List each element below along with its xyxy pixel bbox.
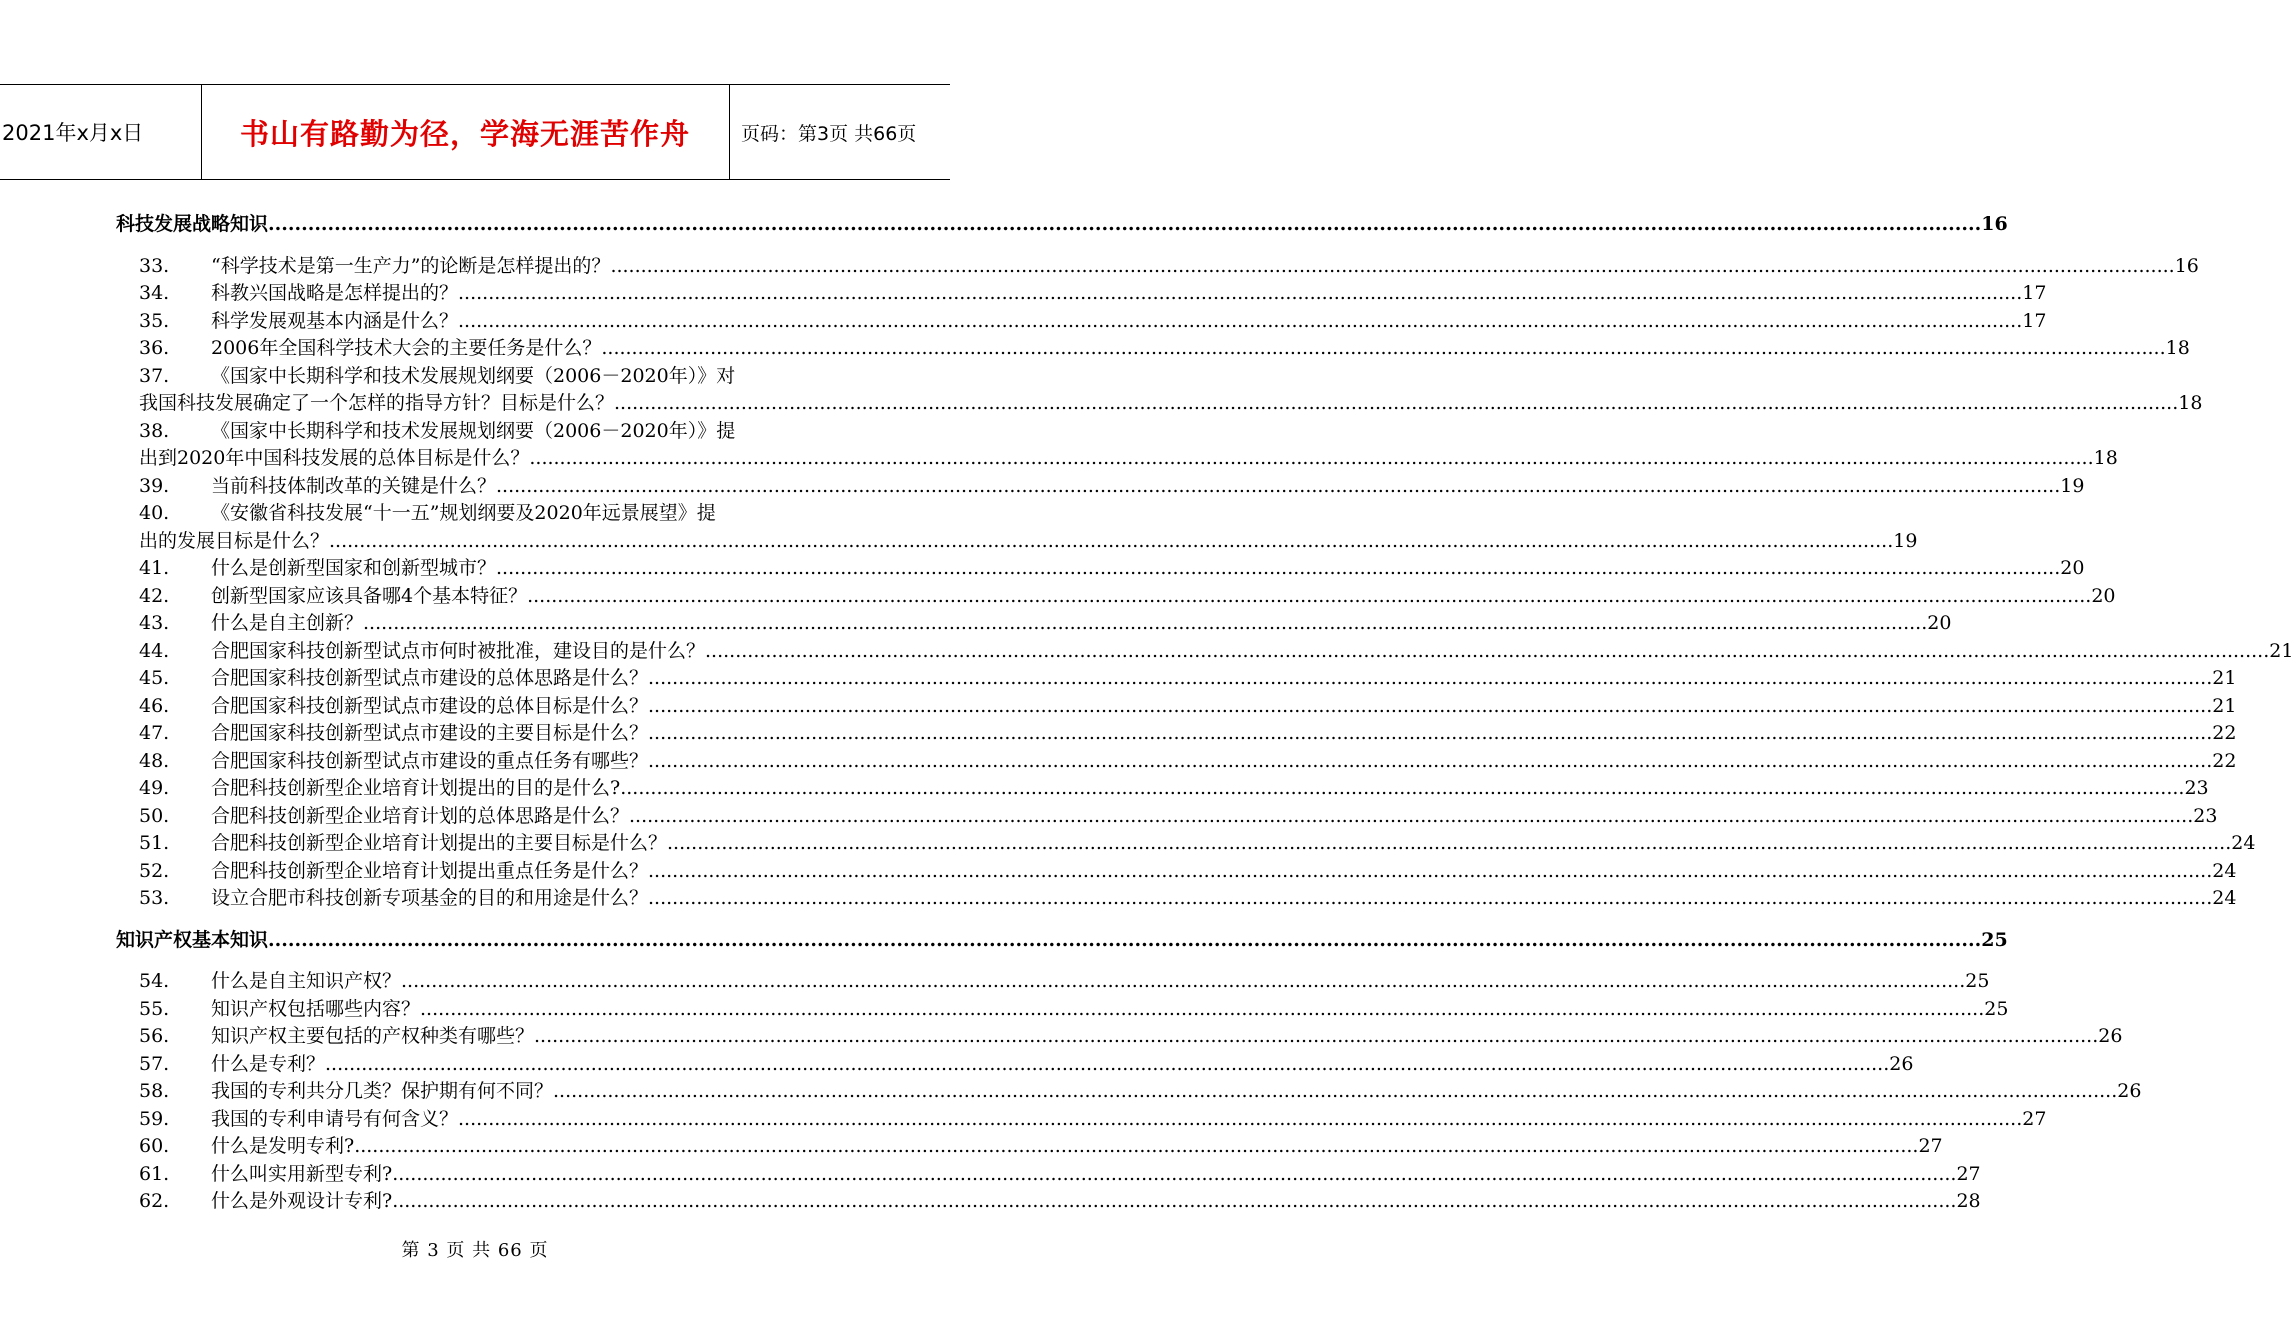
toc-leader <box>527 583 2091 609</box>
toc-entry[interactable] <box>139 665 2237 691</box>
toc-leader <box>496 473 2060 499</box>
toc-entry-page: 26 <box>2098 1025 2123 1047</box>
toc-entry[interactable] <box>139 830 2256 856</box>
toc-leader <box>496 555 2060 581</box>
toc-entry-page: 18 <box>2178 392 2203 414</box>
toc-entry-page: 25 <box>1965 970 1990 992</box>
toc-entry-text: 什么是自主创新？ <box>211 612 364 634</box>
toc-entry-number: 61. <box>139 1163 170 1185</box>
toc-entry-text: “科学技术是第一生产力”的论断是怎样提出的？ <box>211 255 611 277</box>
toc-entry-page: 24 <box>2212 887 2237 909</box>
toc-entry-page: 21 <box>2269 640 2293 662</box>
toc-entry[interactable] <box>139 583 2116 609</box>
toc-entry-number: 48. <box>139 750 170 772</box>
toc-entry-page: 28 <box>1956 1190 1981 1212</box>
toc-entry-text-cont: 出的发展目标是什么？ <box>139 530 330 552</box>
page-footer: 第 3 页 共 66 页 <box>401 1240 549 1261</box>
toc-leader <box>354 1133 1918 1159</box>
toc-leader <box>325 1051 1889 1077</box>
header-page-info: 页码：第3页 共66页 <box>741 122 917 145</box>
toc-entry[interactable] <box>139 1078 2142 1104</box>
toc-entry-text: 科学发展观基本内涵是什么？ <box>211 310 459 332</box>
toc-leader <box>458 308 2022 334</box>
toc-entry-continuation[interactable] <box>139 390 2203 416</box>
toc-leader <box>529 445 2093 471</box>
toc-entry-page: 27 <box>1956 1163 1981 1185</box>
toc-section-page: 25 <box>1981 929 2008 951</box>
toc-entry-text: 当前科技体制改革的关键是什么？ <box>211 475 497 497</box>
toc-entry-page: 27 <box>1918 1135 1943 1157</box>
toc-entry[interactable] <box>139 363 834 389</box>
toc-leader <box>268 211 1981 237</box>
toc-entry-number: 46. <box>139 695 170 717</box>
toc-entry-number: 42. <box>139 585 170 607</box>
toc-entry-continuation[interactable] <box>139 528 1918 554</box>
toc-entry-number: 51. <box>139 832 170 854</box>
toc-entry-text: 合肥科技创新型企业培育计划提出重点任务是什么？ <box>211 860 649 882</box>
toc-leader <box>392 1161 1956 1187</box>
toc-entry-page: 16 <box>2174 255 2199 277</box>
toc-entry[interactable] <box>139 253 2199 279</box>
toc-entry-page: 24 <box>2231 832 2256 854</box>
toc-entry-text: 合肥科技创新型企业培育计划提出的目的是什么? <box>211 777 621 799</box>
toc-entry[interactable] <box>139 1188 1981 1214</box>
toc-entry-number: 54. <box>139 970 170 992</box>
toc-entry-number: 43. <box>139 612 170 634</box>
toc-leader <box>620 775 2184 801</box>
toc-entry[interactable] <box>139 1133 1943 1159</box>
toc-leader <box>629 803 2193 829</box>
toc-entry-number: 33. <box>139 255 170 277</box>
toc-leader <box>601 335 2165 361</box>
toc-entry-page: 22 <box>2212 722 2237 744</box>
toc-entry-page: 24 <box>2212 860 2237 882</box>
toc-section-heading[interactable] <box>116 211 2008 237</box>
toc-entry-text: 合肥国家科技创新型试点市建设的总体目标是什么？ <box>211 695 649 717</box>
toc-entry-number: 52. <box>139 860 170 882</box>
toc-entry-number: 55. <box>139 998 170 1020</box>
header-divider-right <box>729 84 730 180</box>
toc-entry-number: 41. <box>139 557 170 579</box>
toc-leader <box>648 858 2212 884</box>
toc-entry-number: 60. <box>139 1135 170 1157</box>
toc-entry-text: 合肥科技创新型企业培育计划提出的主要目标是什么？ <box>211 832 668 854</box>
toc-entry-number: 45. <box>139 667 170 689</box>
toc-entry-text: 《安徽省科技发展“十一五”规划纲要及2020年远景展望》提 <box>211 502 716 524</box>
toc-entry-page: 23 <box>2184 777 2209 799</box>
toc-entry-page: 21 <box>2212 695 2237 717</box>
toc-entry-text: 知识产权包括哪些内容？ <box>211 998 421 1020</box>
toc-leader <box>458 280 2022 306</box>
toc-leader <box>401 968 1965 994</box>
toc-entry-page: 20 <box>2091 585 2116 607</box>
toc-leader <box>534 1023 2098 1049</box>
toc-entry[interactable] <box>139 996 2009 1022</box>
toc-leader <box>648 665 2212 691</box>
toc-entry-text: 知识产权主要包括的产权种类有哪些？ <box>211 1025 535 1047</box>
toc-entry[interactable] <box>139 280 2047 306</box>
toc-entry-page: 20 <box>2060 557 2085 579</box>
toc-entry-text: 我国的专利共分几类？保护期有何不同？ <box>211 1080 554 1102</box>
toc-entry-page: 22 <box>2212 750 2237 772</box>
toc-entry-text: 《国家中长期科学和技术发展规划纲要（2006－2020年）》提 <box>211 420 736 442</box>
toc-leader <box>705 638 2269 664</box>
toc-entry-text: 2006年全国科学技术大会的主要任务是什么？ <box>211 337 602 359</box>
toc-entry[interactable] <box>139 555 2085 581</box>
toc-leader <box>392 1188 1956 1214</box>
toc-entry-text: 合肥国家科技创新型试点市何时被批准，建设目的是什么？ <box>211 640 706 662</box>
toc-entry-text: 什么叫实用新型专利? <box>211 1163 393 1185</box>
toc-entry-text: 什么是发明专利? <box>211 1135 355 1157</box>
toc-entry-page: 23 <box>2193 805 2218 827</box>
toc-entry-page: 18 <box>2165 337 2190 359</box>
toc-section-heading[interactable] <box>116 927 2008 953</box>
toc-entry-text: 合肥科技创新型企业培育计划的总体思路是什么？ <box>211 805 630 827</box>
toc-entry[interactable] <box>139 885 2237 911</box>
toc-entry-page: 27 <box>2022 1108 2047 1130</box>
toc-entry-page: 26 <box>2117 1080 2142 1102</box>
header-motto: 书山有路勤为径，学海无涯苦作舟 <box>239 116 690 151</box>
toc-entry[interactable] <box>139 638 2293 664</box>
toc-entry-text: 合肥国家科技创新型试点市建设的总体思路是什么？ <box>211 667 649 689</box>
toc-entry[interactable] <box>139 1106 2047 1132</box>
toc-section-title: 知识产权基本知识 <box>116 929 269 951</box>
toc-entry-text: 什么是创新型国家和创新型城市？ <box>211 557 497 579</box>
toc-entry-page: 17 <box>2022 282 2047 304</box>
toc-entry-text: 合肥国家科技创新型试点市建设的主要目标是什么？ <box>211 722 649 744</box>
toc-entry-number: 40. <box>139 502 170 524</box>
toc-entry[interactable] <box>139 858 2237 884</box>
toc-leader <box>610 253 2174 279</box>
toc-leader <box>648 693 2212 719</box>
toc-entry-number: 50. <box>139 805 170 827</box>
toc-entry-number: 58. <box>139 1080 170 1102</box>
toc-entry[interactable] <box>139 775 2209 801</box>
toc-entry[interactable] <box>139 748 2237 774</box>
toc-entry-number: 34. <box>139 282 170 304</box>
toc-entry[interactable] <box>139 418 834 444</box>
toc-entry-page: 21 <box>2212 667 2237 689</box>
toc-entry[interactable] <box>139 1023 2123 1049</box>
toc-section-title: 科技发展战略知识 <box>116 213 269 235</box>
toc-leader <box>420 996 1984 1022</box>
toc-leader <box>458 1106 2022 1132</box>
toc-entry-text: 什么是自主知识产权？ <box>211 970 402 992</box>
toc-entry-number: 59. <box>139 1108 170 1130</box>
toc-entry-text-cont: 我国科技发展确定了一个怎样的指导方针？目标是什么？ <box>139 392 615 414</box>
toc-leader <box>614 390 2178 416</box>
toc-entry-page: 26 <box>1889 1053 1914 1075</box>
toc-leader <box>648 748 2212 774</box>
toc-entry-continuation[interactable] <box>139 445 2118 471</box>
header-date: 2021年x月x日 <box>2 121 144 145</box>
toc-entry-number: 39. <box>139 475 170 497</box>
toc-entry-number: 49. <box>139 777 170 799</box>
toc-leader <box>648 885 2212 911</box>
toc-entry-page: 19 <box>2060 475 2085 497</box>
toc-entry-number: 44. <box>139 640 170 662</box>
toc-entry-page: 20 <box>1927 612 1952 634</box>
toc-entry[interactable] <box>139 473 2085 499</box>
toc-leader <box>553 1078 2117 1104</box>
toc-entry-text: 科教兴国战略是怎样提出的？ <box>211 282 459 304</box>
toc-entry[interactable] <box>139 968 1990 994</box>
toc-entry-number: 35. <box>139 310 170 332</box>
toc-section-page: 16 <box>1981 213 2008 235</box>
toc-entry[interactable] <box>139 803 2218 829</box>
toc-leader <box>648 720 2212 746</box>
toc-entry[interactable] <box>139 308 2047 334</box>
toc-entry-number: 56. <box>139 1025 170 1047</box>
toc-entry[interactable] <box>139 610 1952 636</box>
toc-entry-page: 17 <box>2022 310 2047 332</box>
toc-entry-text: 创新型国家应该具备哪4个基本特征？ <box>211 585 528 607</box>
toc-entry-text: 什么是专利？ <box>211 1053 326 1075</box>
toc-entry-page: 19 <box>1893 530 1918 552</box>
toc-entry[interactable] <box>139 335 2190 361</box>
toc-entry-text: 什么是外观设计专利? <box>211 1190 393 1212</box>
toc-entry-number: 36. <box>139 337 170 359</box>
toc-leader <box>268 927 1981 953</box>
toc-leader <box>363 610 1927 636</box>
toc-leader <box>329 528 1893 554</box>
toc-entry-number: 57. <box>139 1053 170 1075</box>
toc-entry-number: 37. <box>139 365 170 387</box>
toc-entry-number: 47. <box>139 722 170 744</box>
toc-entry-text: 《国家中长期科学和技术发展规划纲要（2006－2020年）》对 <box>211 365 736 387</box>
toc-entry[interactable] <box>139 693 2237 719</box>
toc-entry[interactable] <box>139 500 834 526</box>
toc-entry-text: 合肥国家科技创新型试点市建设的重点任务有哪些？ <box>211 750 649 772</box>
toc-entry-number: 53. <box>139 887 170 909</box>
toc-entry-number: 38. <box>139 420 170 442</box>
toc-entry-page: 18 <box>2093 447 2118 469</box>
toc-entry-text: 我国的专利申请号有何含义？ <box>211 1108 459 1130</box>
toc-entry[interactable] <box>139 720 2237 746</box>
toc-entry-number: 62. <box>139 1190 170 1212</box>
toc-entry-text: 设立合肥市科技创新专项基金的目的和用途是什么？ <box>211 887 649 909</box>
toc-entry[interactable] <box>139 1161 1981 1187</box>
toc-entry[interactable] <box>139 1051 1914 1077</box>
toc-entry-page: 25 <box>1984 998 2009 1020</box>
toc-entry-text-cont: 出到2020年中国科技发展的总体目标是什么？ <box>139 447 530 469</box>
toc-leader <box>667 830 2231 856</box>
